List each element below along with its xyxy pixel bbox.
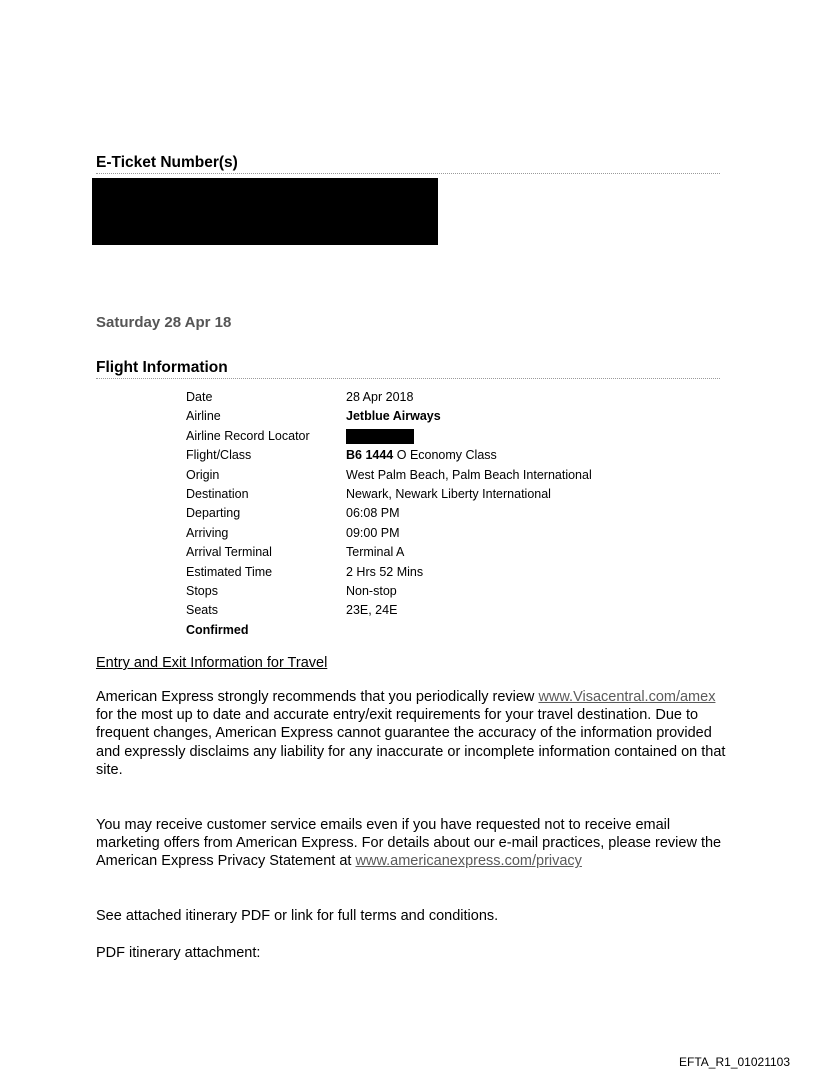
estimated-time-value: 2 Hrs 52 Mins (346, 564, 424, 579)
flight-class-label: Flight/Class (186, 448, 252, 463)
pdf-attachment-paragraph: PDF itinerary attachment: (96, 945, 261, 961)
date-label: Date (186, 390, 213, 404)
seats-value: 23E, 24E (346, 603, 398, 618)
record-locator-label: Airline Record Locator (186, 428, 310, 443)
record-locator-redaction (346, 429, 414, 444)
arrival-terminal-label: Arrival Terminal (186, 545, 272, 560)
seats-label: Seats (186, 603, 218, 618)
travel-date-heading: Saturday 28 Apr 18 (96, 314, 232, 331)
stops-value: Non-stop (346, 583, 397, 598)
terms-paragraph: See attached itinerary PDF or link for full terms and conditions. (96, 908, 499, 924)
airline-label: Airline (186, 409, 221, 424)
customer-emails-paragraph (96, 816, 736, 871)
destination-value: Newark, Newark Liberty International (346, 486, 551, 501)
visacentral-link[interactable]: www.Visacentral.com/amex (538, 689, 716, 705)
arrival-terminal-value: Terminal A (346, 545, 405, 560)
customer-emails-text: You may receive customer service emails even if you have requested not to receive email marketing offers from American Express. For details about our e-mail practices, please review the American Express Privacy Statement at (96, 817, 722, 870)
departing-label: Departing (186, 506, 241, 521)
eticket-heading: E-Ticket Number(s) (96, 154, 720, 174)
arriving-label: Arriving (186, 525, 229, 540)
privacy-link[interactable]: www.americanexpress.com/privacy (355, 853, 582, 870)
departing-value: 06:08 PM (346, 506, 400, 521)
entry-exit-text-post: for the most up to date and accurate entry/exit requirements for your travel destination. Due to frequent changes, American Express cannot guarantee the accuracy of the information provided and expressly disclaims any liability for any inaccurate or incomplete information contained on that site. (96, 707, 726, 778)
origin-value: West Palm Beach, Palm Beach International (346, 467, 592, 482)
entry-exit-text-pre: American Express strongly recommends that you periodically review (96, 689, 539, 705)
flight-class: O Economy Class (396, 448, 497, 463)
arriving-value: 09:00 PM (346, 525, 400, 540)
airline-value: Jetblue Airways (346, 409, 441, 424)
flight-number: B6 1444 (346, 448, 394, 463)
entry-exit-paragraph (96, 688, 736, 779)
destination-label: Destination (186, 486, 249, 501)
origin-label: Origin (186, 467, 220, 482)
record-locator-value (346, 427, 414, 446)
flight-class-value (346, 446, 497, 465)
stops-label: Stops (186, 583, 218, 598)
flight-info-heading: Flight Information (96, 359, 720, 379)
date-value: 28 Apr 2018 (346, 390, 414, 404)
booking-status: Confirmed (186, 622, 249, 637)
document-id-footer: EFTA_R1_01021103 (679, 1055, 790, 1069)
eticket-redaction (92, 178, 438, 245)
entry-exit-title: Entry and Exit Information for Travel (96, 655, 328, 671)
estimated-time-label: Estimated Time (186, 564, 273, 579)
